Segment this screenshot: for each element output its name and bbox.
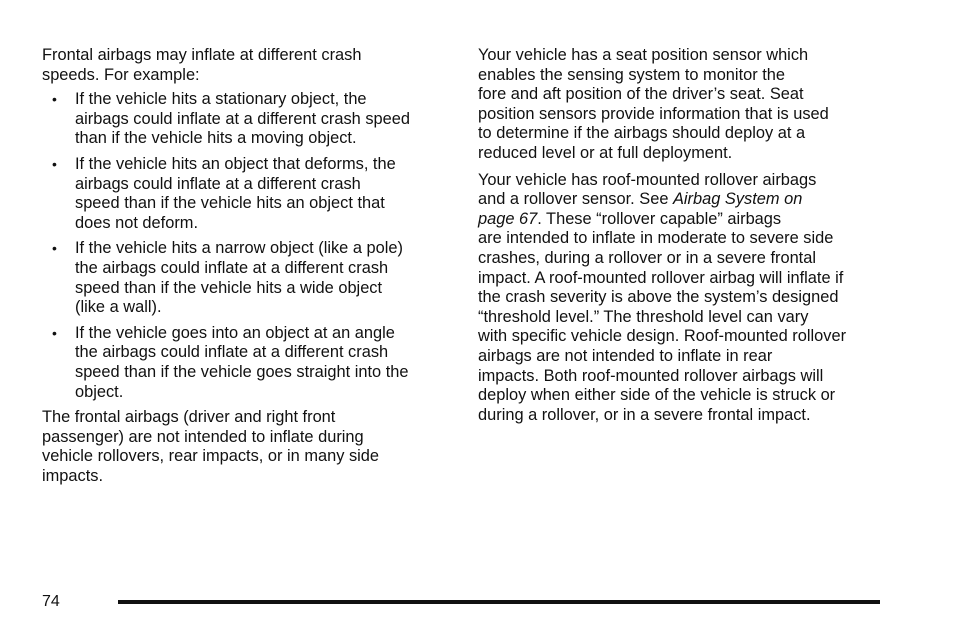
text-line: deploy when either side of the vehicle is struck or (478, 386, 836, 405)
text-line: with specific vehicle design. Roof-mounted rollover (478, 327, 847, 346)
bullet-item (42, 155, 452, 233)
text-line: (like a wall). (75, 298, 162, 317)
text-line: are intended to inflate in moderate to severe side (478, 229, 834, 248)
text-line: airbags could inflate at a different crash speed (75, 109, 411, 128)
rollover-airbag-paragraph (478, 171, 888, 426)
text-line: enables the sensing system to monitor the (478, 65, 786, 84)
text-line: impacts. (42, 466, 104, 485)
bullet-icon: • (52, 155, 57, 172)
text-line: does not deform. (75, 213, 199, 232)
intro-paragraph (42, 46, 452, 85)
left-column (42, 46, 452, 486)
footer-divider (118, 600, 880, 604)
text-segment: . These “rollover capable” airbags (537, 209, 782, 228)
text-line: fore and aft position of the driver’s seat. Seat (478, 85, 804, 104)
text-line: If the vehicle hits a narrow object (like a pole) (75, 239, 403, 258)
text-line: speed than if the vehicle goes straight into the (75, 362, 409, 381)
text-line: crashes, during a rollover or in a severe frontal (478, 248, 816, 267)
text-line: the airbags could inflate at a different crash (75, 258, 389, 277)
text-line: the airbags could inflate at a different crash (75, 343, 389, 362)
right-column (478, 46, 888, 425)
text-line: If the vehicle hits a stationary object, the (75, 90, 367, 109)
text-segment: and a rollover sensor. See (478, 190, 673, 209)
bullet-icon: • (52, 324, 57, 341)
text-line: If the vehicle hits an object that deforms, the (75, 154, 396, 173)
text-line: Your vehicle has a seat position sensor which (478, 46, 809, 64)
text-line: airbags are not intended to inflate in rear (478, 346, 773, 365)
text-line: during a rollover, or in a severe frontal impact. (478, 405, 811, 424)
text-line: “threshold level.” The threshold level can vary (478, 307, 809, 326)
text-line: impacts. Both roof-mounted rollover airbags will (478, 366, 824, 385)
text-line: to determine if the airbags should deploy at a (478, 124, 806, 143)
bullet-icon: • (52, 91, 57, 108)
text-line: Your vehicle has roof-mounted rollover airbags (478, 170, 817, 189)
text-line (478, 190, 888, 210)
bullet-item (42, 90, 452, 149)
text-line: than if the vehicle hits a moving object. (75, 129, 357, 148)
cross-reference-link[interactable]: Airbag System on (672, 190, 803, 209)
text-line: the crash severity is above the system’s designed (478, 288, 839, 307)
text-line: passenger) are not intended to inflate during (42, 427, 364, 446)
text-line: The frontal airbags (driver and right front (42, 408, 336, 427)
page-number: 74 (42, 593, 60, 610)
text-line: reduced level or at full deployment. (478, 143, 733, 162)
text-line: vehicle rollovers, rear impacts, or in many side (42, 447, 380, 466)
text-line: speeds. For example: (42, 65, 200, 84)
text-line: If the vehicle goes into an object at an angle (75, 323, 395, 342)
text-line (478, 210, 888, 230)
seat-sensor-paragraph (478, 46, 888, 164)
text-line: speed than if the vehicle hits a wide object (75, 278, 383, 297)
bullet-list (42, 90, 452, 402)
bullet-item (42, 239, 452, 317)
text-line: impact. A roof-mounted rollover airbag will inflate if (478, 268, 844, 287)
text-line: object. (75, 382, 124, 401)
bullet-icon: • (52, 240, 57, 257)
text-line: position sensors provide information that is used (478, 104, 829, 123)
closing-paragraph (42, 408, 452, 486)
text-line: Frontal airbags may inflate at different crash (42, 46, 362, 64)
text-line: speed than if the vehicle hits an object that (75, 194, 385, 213)
text-line: airbags could inflate at a different crash (75, 174, 361, 193)
cross-reference-page[interactable]: page 67 (478, 209, 538, 228)
bullet-item (42, 324, 452, 402)
